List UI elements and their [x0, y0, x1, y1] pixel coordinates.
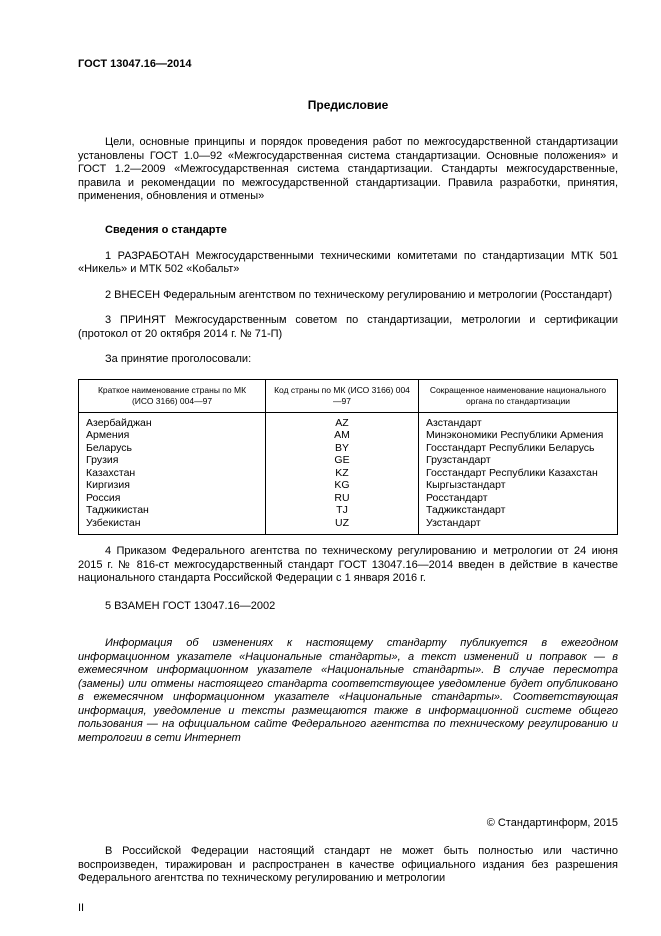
table-row	[79, 429, 618, 442]
cell-org: Таджикстандарт	[419, 504, 618, 517]
cell-country: Киргизия	[79, 479, 266, 492]
cell-org: Госстандарт Республики Беларусь	[419, 442, 618, 455]
table-row	[79, 517, 618, 535]
table-row	[79, 442, 618, 455]
copyright-line: © Стандартинформ, 2015	[486, 817, 618, 829]
voting-table-header	[79, 379, 618, 412]
cell-country: Беларусь	[79, 442, 266, 455]
section-heading-standard-info: Сведения о стандарте	[105, 223, 227, 236]
cell-code: BY	[266, 442, 419, 455]
reproduction-restriction: В Российской Федерации настоящий стандарт не может быть полностью или частично воспроизведен, тиражирован и распространен в качестве официального издания без разрешения Федерального агентства по техническому регулированию и метрологии	[78, 845, 618, 884]
page-number: II	[78, 901, 85, 914]
table-row	[79, 479, 618, 492]
table-row	[79, 467, 618, 480]
cell-country: Азербайджан	[79, 412, 266, 429]
cell-country: Армения	[79, 429, 266, 442]
vote-label: За принятие проголосовали:	[105, 353, 252, 365]
column-header-org: Сокращенное наименование национального органа по стандартизации	[419, 379, 618, 412]
info-item-1: 1 РАЗРАБОТАН Межгосударственными техническими комитетами по стандартизации МТК 501 «Никель» и МТК 502 «Кобальт»	[78, 249, 618, 275]
cell-country: Казахстан	[79, 467, 266, 480]
intro-paragraph: Цели, основные принципы и порядок проведения работ по межгосударственной стандартизации установлены ГОСТ 1.0—92 «Межгосударственная система стандартизации. Основные положения» и ГОСТ 1.2—2009 «Межгосударственная система стандартизации. Стандарты межгосударственные, правила и рекомендации по межгосударственной стандартизации. Правила разработки, принятия, применения, обновления и отмены»	[78, 136, 618, 202]
table-row	[79, 454, 618, 467]
cell-org: Госстандарт Республики Казахстан	[419, 467, 618, 480]
cell-org: Азстандарт	[419, 412, 618, 429]
info-item-5: 5 ВЗАМЕН ГОСТ 13047.16—2002	[105, 599, 276, 612]
cell-code: UZ	[266, 517, 419, 535]
page-title: Предисловие	[307, 98, 389, 112]
table-row	[79, 504, 618, 517]
cell-code: RU	[266, 492, 419, 505]
cell-country: Узбекистан	[79, 517, 266, 535]
cell-code: GE	[266, 454, 419, 467]
cell-org: Росстандарт	[419, 492, 618, 505]
cell-code: KZ	[266, 467, 419, 480]
column-header-country: Краткое наименование страны по МК (ИСО 3166) 004—97	[79, 379, 266, 412]
cell-code: AM	[266, 429, 419, 442]
document-code: ГОСТ 13047.16—2014	[78, 58, 192, 70]
table-row	[79, 412, 618, 429]
cell-country: Таджикистан	[79, 504, 266, 517]
cell-code: TJ	[266, 504, 419, 517]
cell-org: Минэкономики Республики Армения	[419, 429, 618, 442]
cell-org: Кыргызстандарт	[419, 479, 618, 492]
voting-table	[78, 379, 618, 536]
cell-country: Россия	[79, 492, 266, 505]
table-row	[79, 492, 618, 505]
column-header-code: Код страны по МК (ИСО 3166) 004—97	[266, 379, 419, 412]
info-item-3: 3 ПРИНЯТ Межгосударственным советом по стандартизации, метрологии и сертификации (протокол от 20 октября 2014 г. № 71-П)	[78, 314, 618, 340]
changes-notice: Информация об изменениях к настоящему стандарту публикуется в ежегодном информационном указателе «Национальные стандарты», а текст изменений и поправок — в ежемесячном информационном указателе «Национальные стандарты». В случае пересмотра (замены) или отмены настоящего стандарта соответствующее уведомление будет опубликовано в ежемесячном информационном указателе «Национальные стандарты». Соответствующая информация, уведомление и тексты размещаются также в информационной системе общего пользования — на официальном сайте Федерального агентства по техническому регулированию и метрологии в сети Интернет	[78, 637, 618, 744]
cell-org: Узстандарт	[419, 517, 618, 535]
cell-org: Грузстандарт	[419, 454, 618, 467]
info-item-2: 2 ВНЕСЕН Федеральным агентством по техническому регулированию и метрологии (Росстандарт)	[105, 288, 613, 301]
cell-code: AZ	[266, 412, 419, 429]
cell-code: KG	[266, 479, 419, 492]
info-item-4: 4 Приказом Федерального агентства по техническому регулированию и метрологии от 24 июня 2015 г. № 816-ст межгосударственный стандарт ГОСТ 13047.16—2014 введен в действие в качестве национального стандарта Российской Федерации с 1 января 2016 г.	[78, 545, 618, 584]
cell-country: Грузия	[79, 454, 266, 467]
